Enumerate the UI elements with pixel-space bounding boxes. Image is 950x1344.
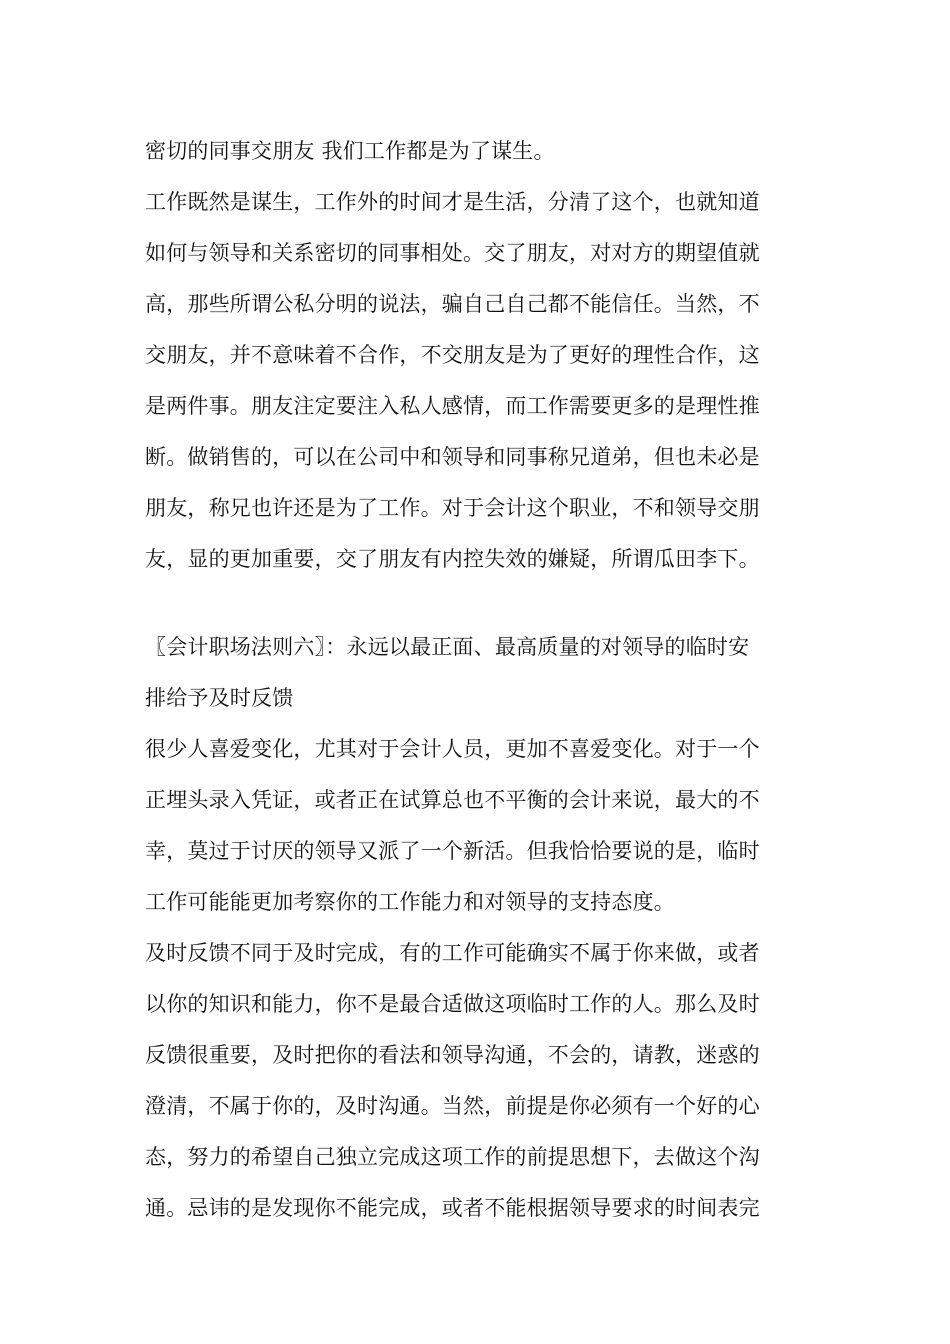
- text-line: 交朋友，并不意味着不合作，不交朋友是为了更好的理性合作，这: [145, 343, 760, 367]
- text-line: 是两件事。朋友注定要注入私人感情，而工作需要更多的是理性推: [145, 394, 760, 418]
- section-heading-line: 排给予及时反馈: [145, 686, 294, 710]
- paragraph-block-1: [145, 126, 805, 585]
- text-line: 态，努力的希望自己独立完成这项工作的前提思想下，去做这个沟: [145, 1145, 760, 1169]
- section-heading-line: 〖会计职场法则六〗：永远以最正面、最高质量的对领导的临时安: [145, 635, 750, 659]
- text-line: 幸，莫过于讨厌的领导又派了一个新活。但我恰恰要说的是，临时: [145, 839, 760, 863]
- text-line: 友，显的更加重要，交了朋友有内控失效的嫌疑，所谓瓜田李下。: [145, 547, 760, 571]
- paragraph-block-2: [145, 622, 805, 1234]
- text-line: 以你的知识和能力，你不是最合适做这项临时工作的人。那么及时: [145, 992, 760, 1016]
- text-line: 朋友，称兄也许还是为了工作。对于会计这个职业，不和领导交朋: [145, 496, 760, 520]
- text-line: 反馈很重要，及时把你的看法和领导沟通，不会的，请教，迷惑的: [145, 1043, 760, 1067]
- text-line: 很少人喜爱变化，尤其对于会计人员，更加不喜爱变化。对于一个: [145, 737, 760, 761]
- text-line: 高，那些所谓公私分明的说法，骗自己自己都不能信任。当然，不: [145, 292, 760, 316]
- text-line: 如何与领导和关系密切的同事相处。交了朋友，对对方的期望值就: [145, 241, 760, 265]
- text-line: 正埋头录入凭证，或者正在试算总也不平衡的会计来说，最大的不: [145, 788, 760, 812]
- text-line: 工作既然是谋生，工作外的时间才是生活，分清了这个，也就知道: [145, 190, 760, 214]
- text-line: 工作可能能更加考察你的工作能力和对领导的支持态度。: [145, 890, 675, 914]
- text-line: 澄清，不属于你的，及时沟通。当然，前提是你必须有一个好的心: [145, 1094, 760, 1118]
- text-line: 密切的同事交朋友 我们工作都是为了谋生。: [145, 139, 555, 163]
- text-line: 断。做销售的，可以在公司中和领导和同事称兄道弟，但也未必是: [145, 445, 760, 469]
- text-line: 及时反馈不同于及时完成，有的工作可能确实不属于你来做，或者: [145, 941, 760, 965]
- text-line: 通。忌讳的是发现你不能完成，或者不能根据领导要求的时间表完: [145, 1196, 760, 1220]
